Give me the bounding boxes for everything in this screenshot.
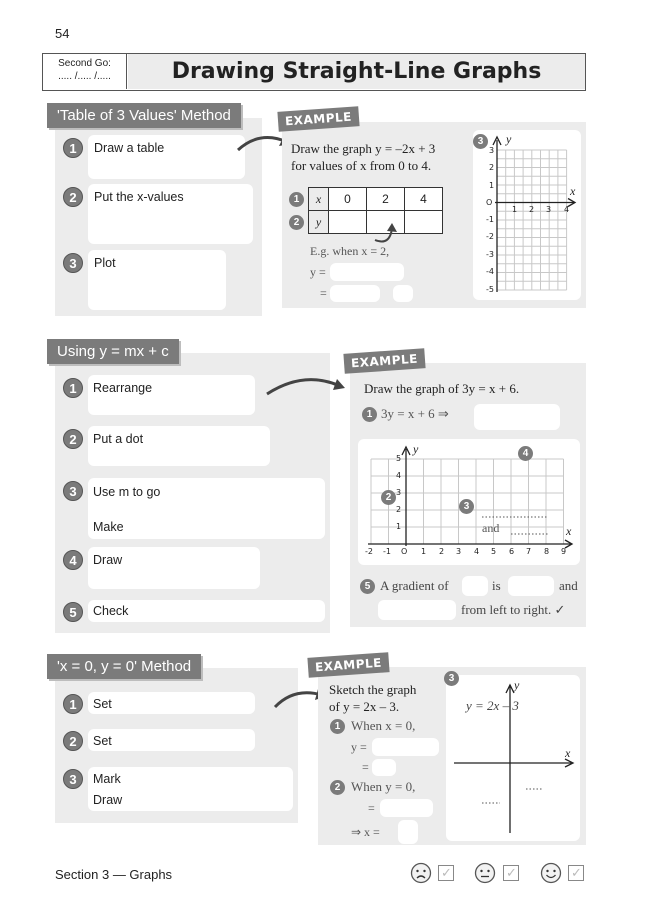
- x-tick: -2: [365, 547, 373, 556]
- x-tick: 4: [564, 205, 570, 214]
- step-number: 5: [360, 579, 375, 594]
- checkmark-icon: ✓: [441, 865, 452, 880]
- section1-heading: 'Table of 3 Values' Method: [47, 103, 241, 128]
- title-bar: [42, 53, 586, 91]
- second-go-label: Second Go:: [58, 58, 111, 69]
- step-label: Make: [93, 520, 124, 534]
- check-text: A gradient of: [380, 578, 449, 593]
- x-tick: 4: [474, 547, 480, 556]
- x-tick: 1: [421, 547, 427, 556]
- prompt-line: for values of x from 0 to 4.: [291, 158, 432, 173]
- step-number: 1: [63, 138, 83, 158]
- check-text: from left to right. ✓: [461, 602, 566, 617]
- y-tick: -4: [486, 267, 494, 276]
- y-tick: 1: [489, 181, 495, 190]
- eg-text: E.g. when x = 2,: [310, 244, 390, 258]
- step-label: Put a dot: [93, 432, 144, 446]
- y-axis-label: y: [413, 442, 419, 456]
- prompt-line: Draw the graph y = –2x + 3: [291, 141, 436, 156]
- y-tick: -2: [486, 232, 494, 241]
- answer-blank[interactable]: [372, 759, 396, 776]
- step-number: 1: [63, 378, 83, 398]
- x-tick: 2: [439, 547, 445, 556]
- table-header-x: x: [309, 188, 329, 211]
- y-equals-label: y =: [351, 740, 367, 754]
- prompt-line: of y = 2x – 3.: [329, 699, 400, 714]
- step-number: 3: [63, 481, 83, 501]
- page-number: 54: [55, 26, 70, 41]
- example-tag: EXAMPLE: [307, 652, 389, 678]
- step-number: 2: [330, 780, 345, 795]
- prompt-line: Sketch the graph: [329, 682, 417, 697]
- step-number: 1: [63, 694, 83, 714]
- answer-blank[interactable]: [330, 285, 380, 302]
- rearrange-text: 3y = x + 6 ⇒: [381, 406, 449, 421]
- table-cell: 0: [329, 188, 367, 211]
- answer-blank[interactable]: [462, 576, 488, 596]
- answer-blank[interactable]: [378, 600, 456, 620]
- equals-label: =: [368, 801, 375, 815]
- example3-prompt: [329, 681, 416, 715]
- step-label: Check: [93, 604, 129, 618]
- x-axis-label: x: [565, 746, 571, 760]
- frown-face-icon: [410, 862, 432, 884]
- table-header-y: y: [309, 211, 329, 234]
- neutral-face-icon: [474, 862, 496, 884]
- step-label: Set: [93, 697, 112, 711]
- y-tick: 3: [489, 146, 495, 155]
- step-number: 1: [289, 192, 304, 207]
- confidence-checkbox[interactable]: [438, 865, 454, 881]
- answer-blank[interactable]: [380, 799, 433, 817]
- example-tag: EXAMPLE: [343, 348, 425, 374]
- and-text: and: [482, 521, 500, 535]
- step-number: 4: [518, 446, 533, 461]
- arrow-graphic: [264, 370, 350, 400]
- step-number: 2: [63, 187, 83, 207]
- x-tick: 8: [544, 547, 550, 556]
- second-go-box: [43, 54, 127, 89]
- y-tick: 3: [396, 488, 402, 497]
- checkmark-icon: ✓: [506, 865, 517, 880]
- step-label: Draw a table: [94, 141, 165, 155]
- confidence-frown[interactable]: [410, 862, 432, 889]
- x-tick: 9: [561, 547, 567, 556]
- confidence-smile[interactable]: [540, 862, 562, 889]
- step-label: Draw: [93, 793, 123, 807]
- section3-heading: 'x = 0, y = 0' Method: [47, 654, 201, 679]
- y-tick: -5: [486, 285, 494, 294]
- example2-prompt: Draw the graph of 3y = x + 6.: [364, 381, 520, 396]
- step-number: 4: [63, 550, 83, 570]
- step-label: Use m to go: [93, 485, 161, 499]
- x-axis-label: x: [566, 524, 572, 538]
- answer-blank[interactable]: [508, 576, 554, 596]
- when-text: When x = 0,: [351, 718, 416, 733]
- x-tick: 7: [526, 547, 532, 556]
- answer-blank[interactable]: [372, 738, 439, 756]
- table-cell-blank[interactable]: [329, 211, 367, 234]
- step-number: 1: [362, 407, 377, 422]
- x-tick: 1: [512, 205, 518, 214]
- page-title: Drawing Straight-Line Graphs: [128, 54, 585, 89]
- y-tick: 2: [396, 505, 402, 514]
- confidence-neutral[interactable]: [474, 862, 496, 889]
- second-go-date: ..... /..... /.....: [58, 71, 111, 82]
- check-text: and: [559, 578, 578, 593]
- step-number: 3: [473, 134, 488, 149]
- origin-label: O: [401, 547, 408, 556]
- answer-blank[interactable]: [474, 404, 560, 430]
- step-label: Mark: [93, 772, 121, 786]
- x-tick: 5: [491, 547, 497, 556]
- answer-blank[interactable]: [393, 285, 413, 302]
- equals-label: =: [320, 286, 327, 300]
- y-axis-label: y: [514, 678, 520, 692]
- y-axis-label: y: [506, 132, 512, 146]
- table-cell: 2: [367, 188, 405, 211]
- step-label: Rearrange: [93, 381, 153, 395]
- table-cell-blank[interactable]: [405, 211, 443, 234]
- answer-area[interactable]: [88, 729, 255, 751]
- table-cell: 4: [405, 188, 443, 211]
- step-number: 2: [63, 429, 83, 449]
- y-tick: 2: [489, 163, 495, 172]
- y-tick: 1: [396, 522, 402, 531]
- confidence-checkbox[interactable]: [568, 865, 584, 881]
- origin-label: O: [486, 198, 493, 207]
- step-number: 2: [381, 490, 396, 505]
- y-tick: 4: [396, 471, 402, 480]
- equals-label: =: [362, 760, 369, 774]
- x-axis-label: x: [570, 184, 576, 198]
- x-tick: 3: [456, 547, 462, 556]
- confidence-checkbox[interactable]: [503, 865, 519, 881]
- x-tick: -1: [383, 547, 391, 556]
- step-label: Draw: [93, 553, 123, 567]
- when-text: When y = 0,: [351, 779, 416, 794]
- step-number: 3: [459, 499, 474, 514]
- step-label: Put the x-values: [94, 190, 184, 204]
- step-number: 2: [63, 731, 83, 751]
- step-number: 3: [63, 253, 83, 273]
- smile-face-icon: [540, 862, 562, 884]
- step-label: Set: [93, 734, 112, 748]
- checkmark-icon: ✓: [571, 865, 582, 880]
- graph-equation-label: y = 2x – 3: [466, 698, 519, 713]
- y-equals-label: y =: [310, 265, 326, 279]
- x-tick: 2: [529, 205, 535, 214]
- step-number: 5: [63, 602, 83, 622]
- step-label: Plot: [94, 256, 116, 270]
- grid-lines: [497, 150, 570, 290]
- answer-area[interactable]: [88, 692, 255, 714]
- y-tick: -3: [486, 250, 494, 259]
- x-tick: 6: [509, 547, 515, 556]
- step-number: 2: [289, 215, 304, 230]
- answer-blank[interactable]: [398, 820, 418, 844]
- answer-blank[interactable]: [330, 263, 404, 281]
- implies-text: ⇒ x =: [351, 825, 380, 839]
- step-number: 3: [63, 769, 83, 789]
- step-number: 3: [444, 671, 459, 686]
- example-tag: EXAMPLE: [277, 106, 359, 132]
- example1-prompt: [291, 140, 435, 174]
- step-number: 1: [330, 719, 345, 734]
- section2-heading: Using y = mx + c: [47, 339, 179, 364]
- y-tick: -1: [486, 215, 494, 224]
- check-text: is: [492, 578, 501, 593]
- x-tick: 3: [546, 205, 552, 214]
- y-tick: 5: [396, 454, 402, 463]
- footer-section: Section 3 — Graphs: [55, 867, 173, 882]
